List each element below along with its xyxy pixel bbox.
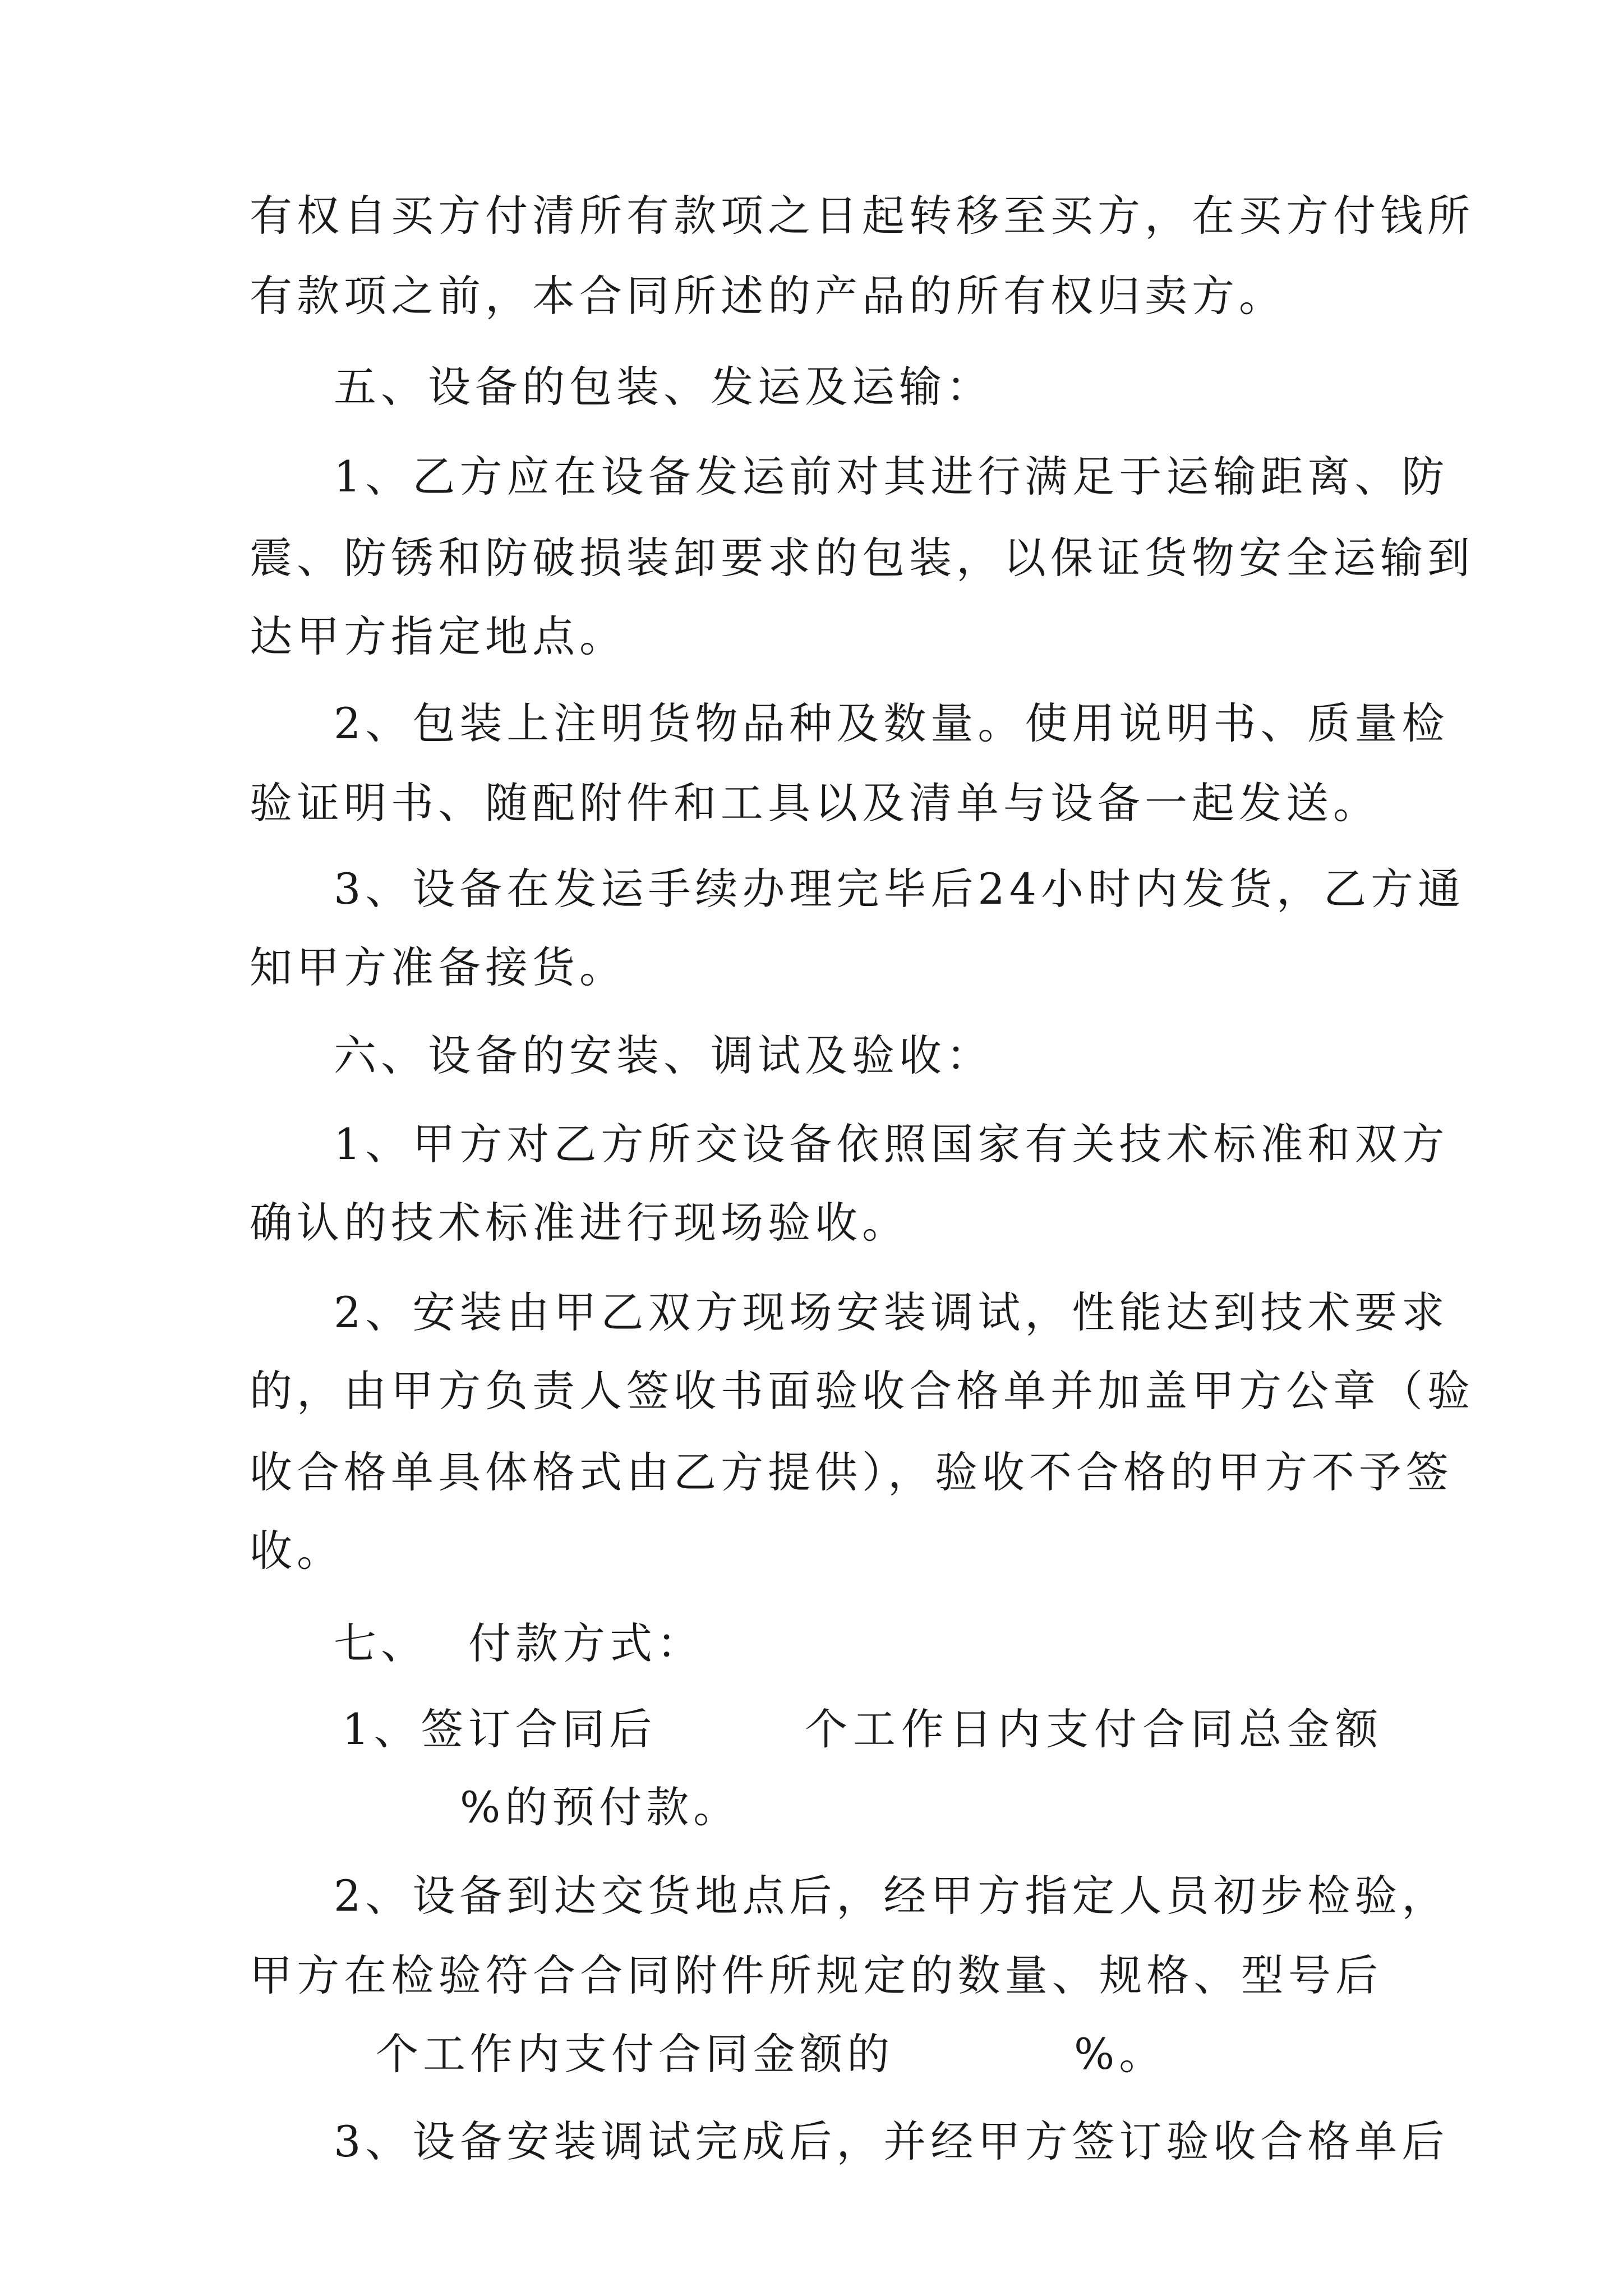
payment-term-2-line-3-part-a: 个工作内支付合同金额的	[376, 2029, 894, 2079]
paragraph-line: 甲方在检验符合合同附件所规定的数量、规格、型号后	[250, 1950, 1382, 2000]
payment-term-2-line-3-part-b: %。	[1074, 2029, 1166, 2079]
section-heading-7-title: 付款方式：	[468, 1618, 704, 1668]
paragraph-line: 的，由甲方负责人签收书面验收合格单并加盖甲方公章（验	[250, 1366, 1474, 1416]
paragraph-line: 确认的技术标准进行现场验收。	[250, 1198, 909, 1248]
section-heading-7-number: 七、	[334, 1618, 428, 1668]
paragraph-line: 达甲方指定地点。	[250, 611, 626, 661]
payment-term-1-part-b: 个工作日内支付合同总金额	[805, 1704, 1382, 1754]
paragraph-line: 有权自买方付清所有款项之日起转移至买方，在买方付钱所	[250, 191, 1474, 241]
paragraph-line: 收。	[250, 1526, 344, 1576]
paragraph-line: 2、安装由甲乙双方现场安装调试，性能达到技术要求	[334, 1287, 1449, 1337]
paragraph-line: 3、设备安装调试完成后，并经甲方签订验收合格单后	[334, 2116, 1449, 2166]
payment-term-1-part-a: 1、签订合同后	[342, 1704, 657, 1754]
paragraph-line: 2、设备到达交货地点后，经甲方指定人员初步检验，	[334, 1871, 1449, 1921]
section-heading-6: 六、设备的安装、调试及验收：	[334, 1030, 993, 1080]
payment-term-1-line-2: %的预付款。	[460, 1782, 741, 1832]
paragraph-line: 震、防锈和防破损装卸要求的包装，以保证货物安全运输到	[250, 533, 1474, 583]
paragraph-line: 1、甲方对乙方所交设备依照国家有关技术标准和双方	[334, 1119, 1449, 1169]
paragraph-line: 3、设备在发运手续办理完毕后24小时内发货，乙方通	[334, 864, 1465, 914]
paragraph-line: 2、包装上注明货物品种及数量。使用说明书、质量检	[334, 698, 1449, 748]
paragraph-line: 有款项之前，本合同所述的产品的所有权归卖方。	[250, 271, 1286, 321]
paragraph-line: 知甲方准备接货。	[250, 942, 626, 992]
section-heading-5: 五、设备的包装、发运及运输：	[334, 362, 993, 412]
paragraph-line: 验证明书、随配附件和工具以及清单与设备一起发送。	[250, 778, 1380, 828]
paragraph-line: 收合格单具体格式由乙方提供），验收不合格的甲方不予签	[250, 1447, 1453, 1497]
paragraph-line: 1、乙方应在设备发运前对其进行满足于运输距离、防	[334, 452, 1449, 501]
